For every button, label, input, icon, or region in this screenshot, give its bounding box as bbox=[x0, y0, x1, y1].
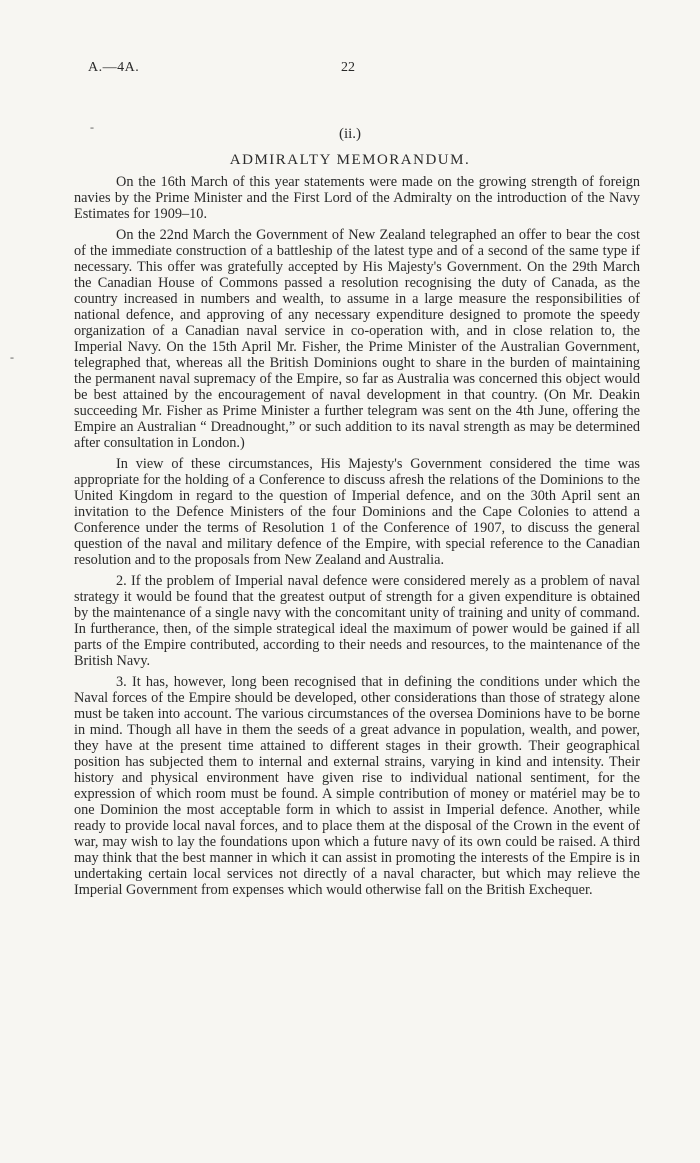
page-number: 22 bbox=[341, 60, 355, 75]
paragraph: On the 22nd March the Government of New Zealand telegraphed an offer to bear the cost of the immediate construction of a battleship of the latest type and of a second of the same type if necessary. This offer was gratefully accepted by His Majesty's Government. On the 29th March the Canadian House of Commons passed a resolution recognising the duty of Canada, as the country increased in numbers and wealth, to assume in a large measure the responsibilities of national defence, and approving of any necessary expenditure designed to promote the speedy organization of a Canadian naval service in co-operation with, and in close relation to, the Imperial Navy. On the 15th April Mr. Fisher, the Prime Minister of the Australian Government, telegraphed that, whereas all the British Dominions ought to share in the burden of maintaining the permanent naval supremacy of the Empire, so far as Australia was concerned this object would be best attained by the encouragement of naval development in that country. (On Mr. Deakin succeeding Mr. Fisher as Prime Minister a further telegram was sent on the 4th June, offering the Empire an Australian “ Dreadnought,” or such addition to its naval strength as may be determined after consultation in London.) bbox=[74, 227, 640, 451]
paragraph: 3. It has, however, long been recognised that in defining the conditions under which the Naval forces of the Empire should be developed, other considerations than those of strategy alone must be taken into account. The various circumstances of the oversea Dominions have to be borne in mind. Though all have in them the seeds of a great advance in population, wealth, and power, they have at the present time attained to different stages in their growth. Their geographical position has subjected them to internal and external strains, varying in kind and intensity. Their history and physical environment have given rise to individual national sentiment, for the expression of which room must be found. A simple contribution of money or matériel may be to one Dominion the most acceptable form in which to assist in Imperial defence. Another, while ready to provide local naval forces, and to place them at the disposal of the Crown in the event of war, may wish to lay the foundations upon which a future navy of its own could be raised. A third may think that the best manner in which it can assist in promoting the interests of the Empire is in undertaking certain local services not directly of a naval character, but which may relieve the Imperial Government from expenses which would otherwise fall on the British Exchequer. bbox=[74, 674, 640, 898]
paragraph: In view of these circumstances, His Majesty's Government considered the time was appropriate for the holding of a Conference to discuss afresh the relations of the Dominions to the United Kingdom in regard to the question of Imperial defence, and on the 30th April sent an invitation to the Defence Ministers of the four Dominions and the Cape Colonies to attend a Conference under the terms of Resolution 1 of the Conference of 1907, to discuss the general question of the naval and military defence of the Empire, with special reference to the Canadian resolution and to the proposals from New Zealand and Australia. bbox=[74, 456, 640, 568]
document-body bbox=[74, 174, 640, 898]
section-number: (ii.) bbox=[338, 126, 362, 142]
page-header bbox=[88, 60, 608, 80]
page-title: ADMIRALTY MEMORANDUM. bbox=[229, 152, 471, 168]
margin-mark: ‑ bbox=[10, 350, 14, 364]
document-reference: A.—4A. bbox=[88, 60, 140, 75]
paragraph: 2. If the problem of Imperial naval defence were considered merely as a problem of naval strategy it would be found that the greatest output of strength for a given expenditure is obtained by the maintenance of a single navy with the concomitant unity of training and unity of command. In furtherance, then, of the simple strategical ideal the maximum of power would be gained if all parts of the Empire contributed, according to their needs and resources, to the maintenance of the British Navy. bbox=[74, 573, 640, 669]
margin-mark: ‑ bbox=[90, 120, 94, 134]
paragraph: On the 16th March of this year statements were made on the growing strength of foreign navies by the Prime Minister and the First Lord of the Admiralty on the introduction of the Navy Estimates for 1909–10. bbox=[74, 174, 640, 222]
